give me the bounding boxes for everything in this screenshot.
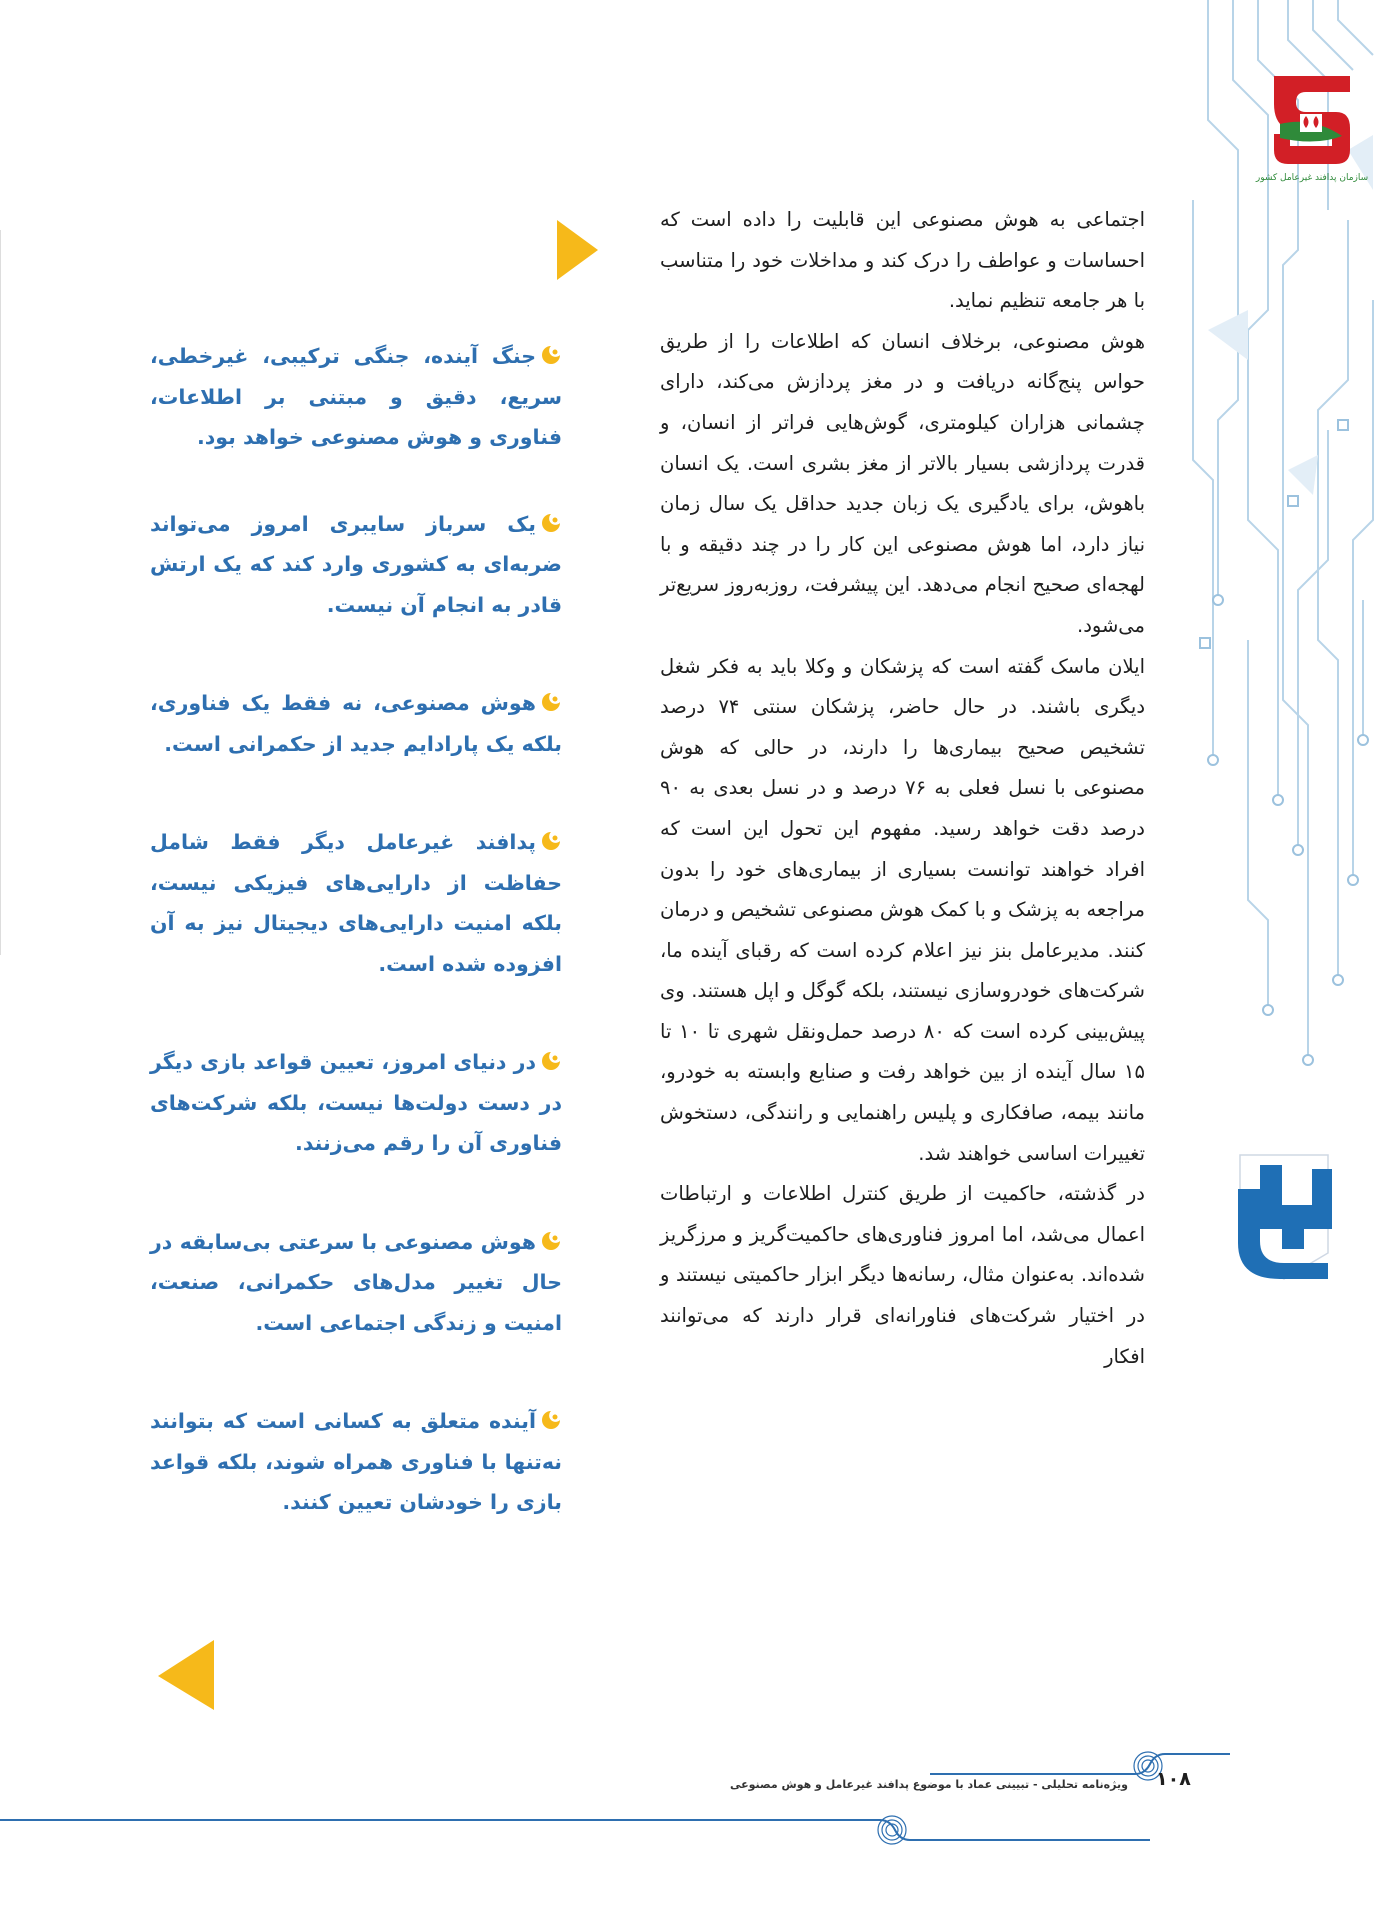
bullet-icon — [540, 1230, 562, 1252]
footer-caption: ویژه‌نامه تحلیلی - تبیینی عماد با موضوع پدافند غیرعامل و هوش مصنوعی — [730, 1778, 1128, 1791]
key-point — [150, 1042, 562, 1164]
bullet-icon — [540, 344, 562, 366]
paragraph: هوش مصنوعی، برخلاف انسان که اطلاعات را از طریق حواس پنج‌گانه دریافت و در مغز پردازش می‌کند، دارای چشمانی هزاران کیلومتری، گوش‌هایی فراتر از انسان، و قدرت پردازشی بسیار بالاتر از مغز بشری است. یک انسان باهوش، برای یادگیری یک زبان جدید حداقل یک سال زمان نیاز دارد، اما هوش مصنوعی این کار را در چند دقیقه و با لهجه‌ای صحیح انجام می‌دهد. این پیشرفت، روزبه‌روز سریع‌تر می‌شود. — [660, 329, 1145, 637]
main-article-text — [660, 200, 1145, 1377]
key-point-text: جنگ آینده، جنگی ترکیبی، غیرخطی، سریع، دقیق و مبتنی بر اطلاعات، فناوری و هوش مصنوعی خواهد بود. — [150, 344, 562, 449]
bullet-icon — [540, 1050, 562, 1072]
key-point-text: یک سرباز سایبری امروز می‌تواند ضربه‌ای به کشوری وارد کند که یک ارتش قادر به انجام آن نیست. — [150, 511, 562, 617]
left-margin-line — [0, 230, 1, 955]
paragraph: ایلان ماسک گفته است که پزشکان و وکلا باید به فکر شغل دیگری باشند. در حال حاضر، پزشکان سنتی ۷۴ درصد تشخیص صحیح بیماری‌ها را دارند، در حالی که هوش مصنوعی با نسل فعلی به ۷۶ درصد و در نسل بعدی به ۹۰ درصد دقت خواهد رسید. مفهوم این تحول این است که افراد خواهند توانست بسیاری از بیماری‌های خود را بدون مراجعه به پزشک و با کمک هوش مصنوعی تشخیص و درمان کنند. مدیرعامل بنز نیز اعلام کرده است که رقبای آینده ما، شرکت‌های خودروسازی نیستند، بلکه گوگل و اپل هستند. وی پیش‌بینی کرده است که ۸۰ درصد حمل‌ونقل شهری تا ۱۰ تا ۱۵ سال آینده از بین خواهد رفت و صنایع وابسته به خودرو، مانند بیمه، صافکاری و پلیس راهنمایی و رانندگی، دستخوش تغییرات اساسی خواهند شد. — [660, 654, 1145, 1165]
key-point-text: هوش مصنوعی، نه فقط یک فناوری، بلکه یک پارادایم جدید از حکمرانی است. — [150, 691, 562, 756]
key-point — [150, 336, 562, 458]
triangle-decoration-bottom — [158, 1638, 216, 1712]
bullet-icon — [540, 1409, 562, 1431]
key-point — [150, 1401, 562, 1523]
key-point — [150, 504, 562, 626]
bullet-icon — [540, 691, 562, 713]
key-point — [150, 683, 562, 764]
emad-logo — [1220, 1145, 1348, 1285]
bullet-icon — [540, 512, 562, 534]
footer-ornament-bottom — [0, 1812, 1150, 1852]
paragraph: در گذشته، حاکمیت از طریق کنترل اطلاعات و ارتباطات اعمال می‌شد، اما امروز فناوری‌های حاکمیت‌گریز و مرزگریز شده‌اند. به‌عنوان مثال، رسانه‌ها دیگر ابزار حاکمیتی نیستند و در اختیار شرکت‌های فناورانه‌ای قرار دارند که می‌توانند افکار — [660, 1182, 1145, 1368]
key-point — [150, 822, 562, 984]
passive-defense-logo — [1255, 72, 1369, 184]
logo-caption: سازمان پدافند غیرعامل کشور — [1255, 173, 1369, 183]
key-point-text: هوش مصنوعی با سرعتی بی‌سابقه در حال تغییر مدل‌های حکمرانی، صنعت، امنیت و زندگی اجتماعی است. — [150, 1229, 562, 1335]
key-point-text: آینده متعلق به کسانی است که بتوانند نه‌تنها با فناوری همراه شوند، بلکه قواعد بازی را خودشان تعیین کنند. — [150, 1409, 562, 1514]
triangle-decoration-top — [555, 218, 600, 282]
paragraph: اجتماعی به هوش مصنوعی این قابلیت را داده است که احساسات و عواطف را درک کند و مداخلات خود را متناسب با هر جامعه تنظیم نماید. — [660, 208, 1145, 313]
page-number: ۱۰۸ — [1156, 1768, 1191, 1790]
key-point-text: در دنیای امروز، تعیین قواعد بازی دیگر در دست دولت‌ها نیست، بلکه شرکت‌های فناوری آن را رقم می‌زنند. — [150, 1050, 562, 1155]
bullet-icon — [540, 830, 562, 852]
key-point-text: پدافند غیرعامل دیگر فقط شامل حفاظت از دارایی‌های فیزیکی نیست، بلکه امنیت دارایی‌های دیجیتال نیز به آن افزوده شده است. — [150, 830, 562, 976]
key-point — [150, 1222, 562, 1344]
key-points-column — [150, 336, 562, 1523]
